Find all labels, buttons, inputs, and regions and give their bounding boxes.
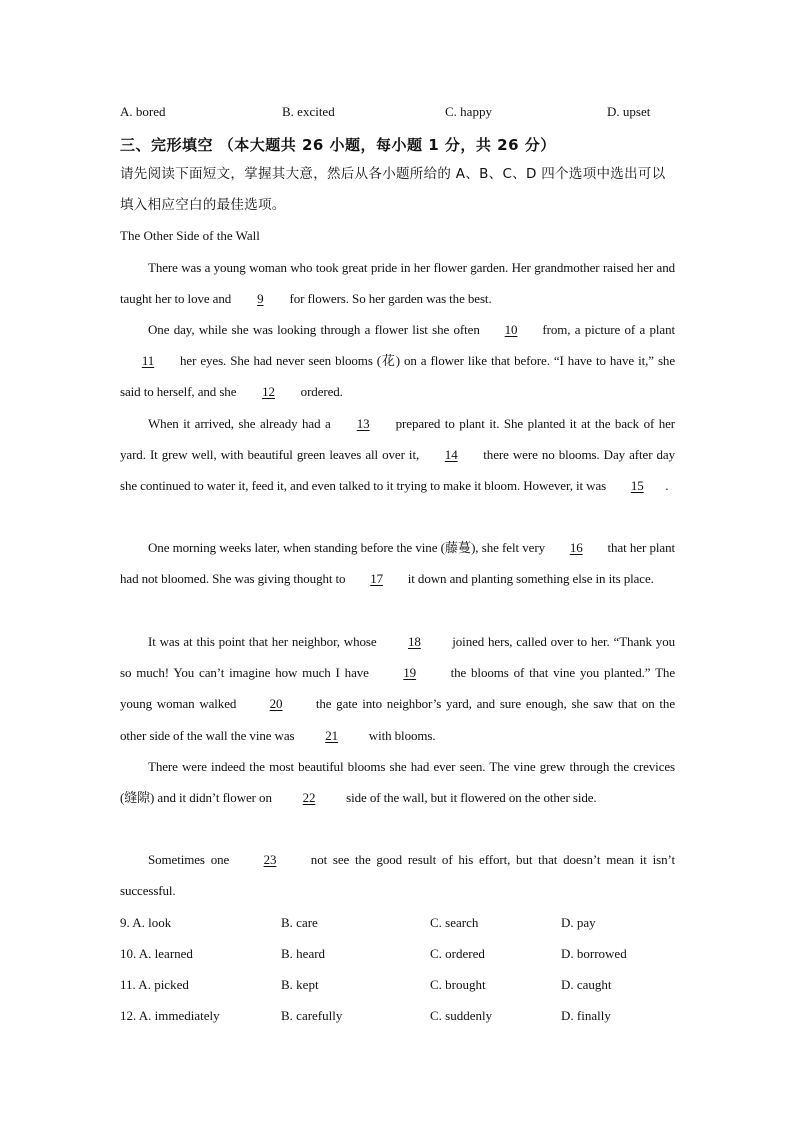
q10-option-a: 10. A. learned bbox=[120, 946, 193, 961]
option-d: D. upset bbox=[607, 104, 651, 119]
q10-option-b: B. heard bbox=[281, 946, 326, 961]
blank-13: 13 bbox=[356, 416, 370, 431]
blank-18: 18 bbox=[408, 634, 421, 649]
q11-option-a: 11. A. picked bbox=[120, 977, 189, 992]
blank-15: 15 bbox=[630, 478, 644, 494]
paragraph-3: When it arrived, she already had a 13 prepared to plant it. She planted it at the back of her yard. It grew well, with beautiful green leaves all over it, 14 there were no blooms. Day after day she continued to water it, feed it, and even talked to it trying to make it bloom. However, it was 15 . bbox=[120, 408, 675, 502]
question-10-options bbox=[120, 946, 675, 966]
option-c: C. happy bbox=[445, 104, 492, 119]
q9-option-a: 9. A. look bbox=[120, 915, 172, 930]
paragraph-7: Sometimes one 23 not see the good result of his effort, but that doesn’t mean it isn’t successful. bbox=[120, 844, 675, 906]
blank-20: 20 bbox=[269, 696, 283, 712]
option-b: B. excited bbox=[282, 104, 335, 119]
q12-option-b: B. carefully bbox=[281, 1008, 343, 1023]
q12-option-d: D. finally bbox=[561, 1008, 611, 1023]
blank-23: 23 bbox=[263, 852, 277, 867]
question-11-options bbox=[120, 977, 675, 997]
blank-22: 22 bbox=[302, 790, 316, 806]
q11-option-d: D. caught bbox=[561, 977, 612, 992]
q12-option-c: C. suddenly bbox=[430, 1008, 493, 1023]
prev-question-options bbox=[120, 104, 675, 124]
question-9-options bbox=[120, 915, 675, 935]
option-a: A. bored bbox=[120, 104, 166, 119]
question-12-options bbox=[120, 1008, 675, 1028]
q9-option-d: D. pay bbox=[561, 915, 596, 930]
q10-option-c: C. ordered bbox=[430, 946, 485, 961]
blank-21: 21 bbox=[325, 727, 339, 743]
blank-12: 12 bbox=[262, 384, 275, 400]
paragraph-2: One day, while she was looking through a flower list she often 10 from, a picture of a plant 11 her eyes. She had never seen blooms (花) on a flower like that before. “I have to have it,” she said to herself, and she 12 ordered. bbox=[120, 314, 675, 408]
section-heading: 三、完形填空 （本大题共 26 小题，每小题 1 分，共 26 分） bbox=[120, 136, 556, 154]
q11-option-b: B. kept bbox=[281, 977, 319, 992]
instructions: 请先阅读下面短文，掌握其大意，然后从各小题所给的 A、B、C、D 四个选项中选出可以填入相应空白的最佳选项。 bbox=[120, 166, 666, 213]
paragraph-1: There was a young woman who took great pride in her flower garden. Her grandmother raised her and taught her to love and 9 for flowers. So her garden was the best. bbox=[120, 252, 675, 314]
blank-10: 10 bbox=[504, 322, 518, 337]
paragraph-6: There were indeed the most beautiful blooms she had ever seen. The vine grew through the crevices (缝隙) and it didn’t flower on 22 side of the wall, but it flowered on the other side. bbox=[120, 751, 675, 813]
paragraph-4: One morning weeks later, when standing before the vine (藤蔓), she felt very 16 that her plant had not bloomed. She was giving thought to 17 it down and planting something else in its place. bbox=[120, 532, 675, 594]
blank-9: 9 bbox=[257, 291, 264, 307]
blank-19: 19 bbox=[403, 665, 417, 681]
blank-17: 17 bbox=[370, 571, 384, 587]
q10-option-d: D. borrowed bbox=[561, 946, 627, 961]
blank-14: 14 bbox=[444, 447, 458, 463]
paragraph-5: It was at this point that her neighbor, whose 18 joined hers, called over to her. “Thank you so much! You can’t imagine how much I have 19 the blooms of that vine you planted.” The young woman walked 20 the gate into neighbor’s yard, and sure enough, she saw that on the other side of the wall the vine was 21 with blooms. bbox=[120, 626, 675, 751]
q12-option-a: 12. A. immediately bbox=[120, 1008, 220, 1023]
q9-option-c: C. search bbox=[430, 915, 479, 930]
q9-option-b: B. care bbox=[281, 915, 318, 930]
q11-option-c: C. brought bbox=[430, 977, 486, 992]
blank-16: 16 bbox=[569, 540, 583, 555]
passage-title: The Other Side of the Wall bbox=[120, 228, 260, 243]
blank-11: 11 bbox=[141, 353, 155, 369]
